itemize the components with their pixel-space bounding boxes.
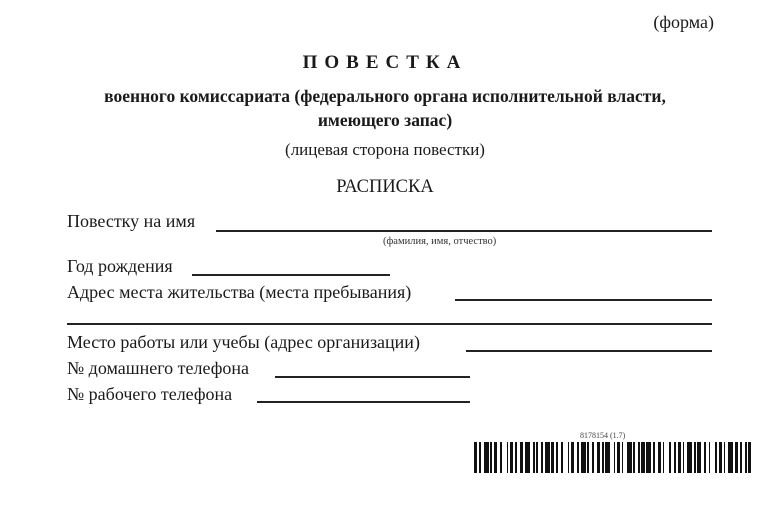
form-label: (форма) xyxy=(653,12,714,32)
side-label: (лицевая сторона повестки) xyxy=(285,140,485,159)
receipt-title: РАСПИСКА xyxy=(336,177,434,197)
work-phone-field[interactable] xyxy=(257,401,470,403)
barcode xyxy=(474,442,754,473)
workplace-field[interactable] xyxy=(466,350,712,352)
work-phone-label: № рабочего телефона xyxy=(67,384,233,404)
barcode-caption: 8178154 (1.7) xyxy=(580,431,626,440)
name-label: Повестку на имя xyxy=(67,211,196,231)
issuer-line-2: имеющего запас) xyxy=(317,110,453,130)
issuer-line-1: военного комиссариата (федерального органа исполнительной власти, xyxy=(104,86,666,106)
birth-year-field[interactable] xyxy=(192,274,390,276)
name-hint: (фамилия, имя, отчество) xyxy=(383,236,497,247)
home-phone-field[interactable] xyxy=(275,376,470,378)
document-title: ПОВЕСТКА xyxy=(302,52,468,73)
home-phone-label: № домашнего телефона xyxy=(67,358,249,378)
workplace-label: Место работы или учебы (адрес организации) xyxy=(67,332,420,352)
address-label: Адрес места жительства (места пребывания) xyxy=(67,282,412,302)
birth-year-label: Год рождения xyxy=(67,256,173,276)
address-field[interactable] xyxy=(455,299,712,301)
address-field-line-2[interactable] xyxy=(67,323,712,325)
name-field[interactable] xyxy=(216,230,712,232)
